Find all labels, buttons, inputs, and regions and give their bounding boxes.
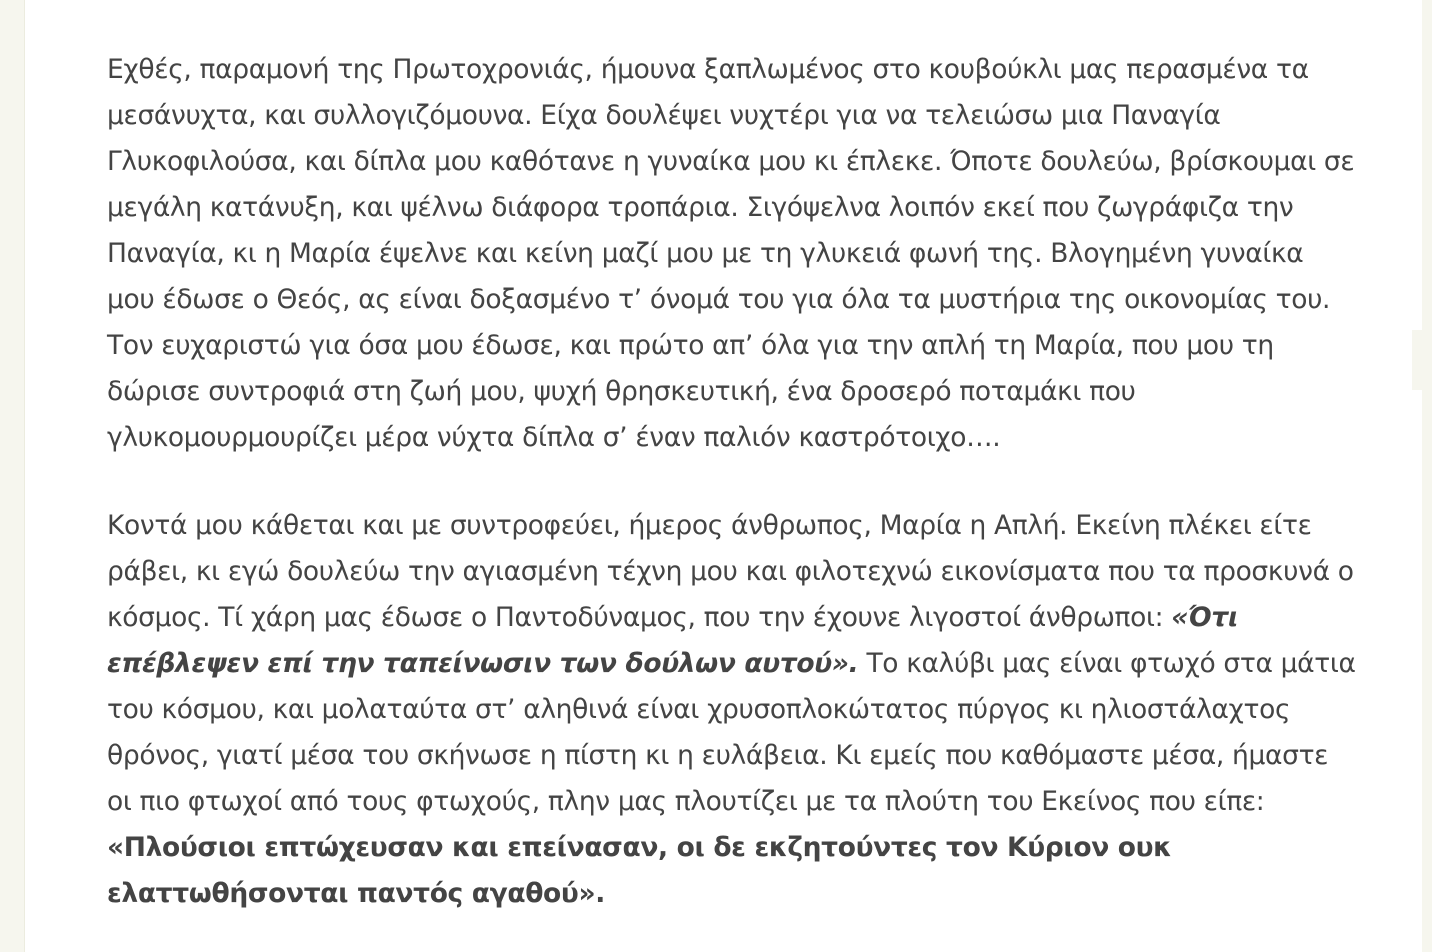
article-paragraph-2 [107,503,1357,917]
scripture-quote-italic: «Ότι επέβλεψεν επί την ταπείνωσιν των δούλων αυτού». [107,602,1238,679]
paragraph-2-text-after-quote: Το καλύβι μας είναι φτωχό στα μάτια του κόσμου, και μολαταύτα στ’ αληθινά είναι χρυσοπλοκώτατος πύργος κι ηλιοστάλαχτος θρόνος, γιατί μέσα του σκήνωσε η πίστη κι η ευλάβεια. Κι εμείς που καθόμαστε μέσα, ήμαστε οι πιο φτωχοί από τους φτωχούς, πλην μας πλουτίζει με τα πλούτη του Εκείνος που είπε: [107,648,1356,817]
page-edge-mark [1412,330,1422,390]
page-container [24,0,1422,952]
article-paragraph-1: Εχθές, παραμονή της Πρωτοχρονιάς, ήμουνα ξαπλωμένος στο κουβούκλι μας περασμένα τα μεσάνυχτα, και συλλογιζόμουνα. Είχα δουλέψει νυχτέρι για να τελειώσω μια Παναγία Γλυκοφιλούσα, και δίπλα μου καθότανε η γυναίκα μου κι έπλεκε. Όποτε δουλεύω, βρίσκουμαι σε μεγάλη κατάνυξη, και ψέλνω διάφορα τροπάρια. Σιγόψελνα λοιπόν εκεί που ζωγράφιζα την Παναγία, κι η Μαρία έψελνε και κείνη μαζί μου με τη γλυκειά φωνή της. Βλογημένη γυναίκα μου έδωσε ο Θεός, ας είναι δοξασμένο τ’ όνομά του για όλα τα μυστήρια της οικονομίας του. Τον ευχαριστώ για όσα μου έδωσε, και πρώτο απ’ όλα για την απλή τη Μαρία, που μου τη δώρισε συντροφιά στη ζωή μου, ψυχή θρησκευτική, ένα δροσερό ποταμάκι που γλυκομουρμουρίζει μέρα νύχτα δίπλα σ’ έναν παλιόν καστρότοιχο…. [107,54,1355,453]
article-body [107,47,1357,917]
scripture-quote-bold: «Πλούσιοι επτώχευσαν και επείνασαν, οι δε εκζητούντες τον Κύριον ουκ ελαττωθήσονται παντός αγαθού». [107,832,1172,909]
paragraph-2-text-before-quote: Κοντά μου κάθεται και με συντροφεύει, ήμερος άνθρωπος, Μαρία η Απλή. Εκείνη πλέκει είτε ράβει, κι εγώ δουλεύω την αγιασμένη τέχνη μου και φιλοτεχνώ εικονίσματα που τα προσκυνά ο κόσμος. Τί χάρη μας έδωσε ο Παντοδύναμος, που την έχουνε λιγοστοί άνθρωποι: [107,510,1354,633]
